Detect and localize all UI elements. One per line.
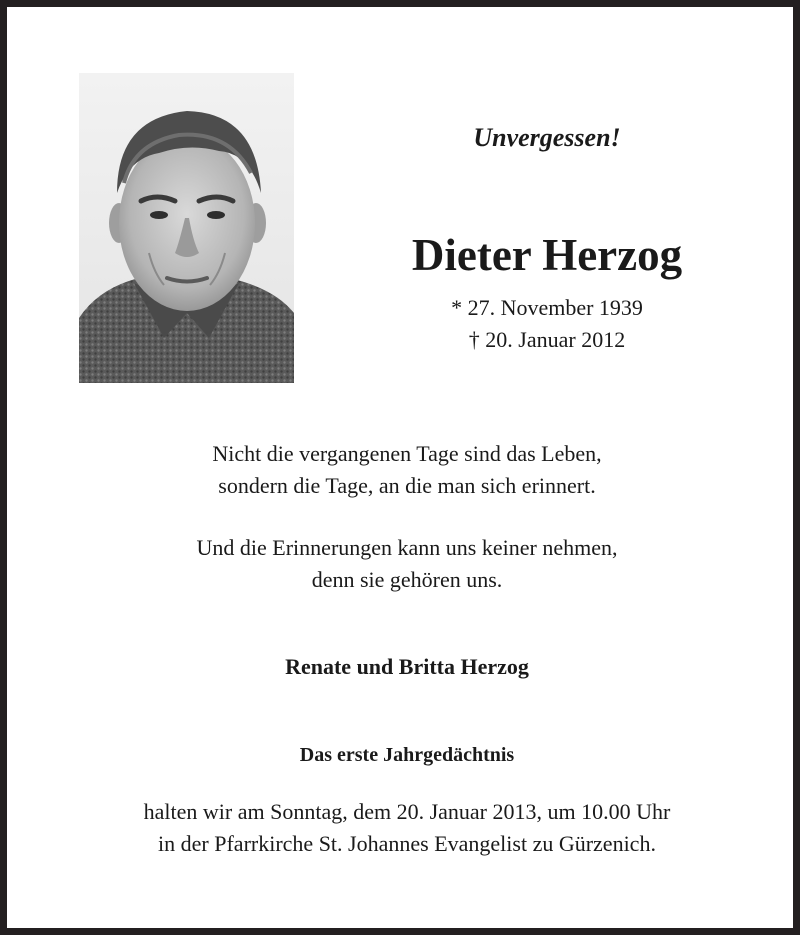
death-date: † 20. Januar 2012 xyxy=(468,327,626,352)
family-signature: Renate und Britta Herzog xyxy=(285,654,529,679)
event-line: in der Pfarrkirche St. Johannes Evangelist zu Gürzenich. xyxy=(158,831,656,856)
motto-heading: Unvergessen! xyxy=(473,123,621,152)
quote-line: sondern die Tage, an die man sich erinnert. xyxy=(218,473,596,498)
portrait-photo xyxy=(79,73,294,383)
event-details xyxy=(47,796,767,860)
birth-date: * 27. November 1939 xyxy=(451,295,643,320)
quote-line: Nicht die vergangenen Tage sind das Leben, xyxy=(212,441,602,466)
event-title: Das erste Jahrgedächtnis xyxy=(299,744,515,766)
event-line: halten wir am Sonntag, dem 20. Januar 2013, um 10.00 Uhr xyxy=(143,799,671,824)
quote-line: Und die Erinnerungen kann uns keiner nehmen, xyxy=(196,535,618,560)
quote-stanza-1 xyxy=(47,438,767,502)
deceased-name: Dieter Herzog xyxy=(411,230,683,280)
life-dates xyxy=(337,292,757,356)
quote-line: denn sie gehören uns. xyxy=(311,567,503,592)
quote-stanza-2 xyxy=(47,532,767,596)
